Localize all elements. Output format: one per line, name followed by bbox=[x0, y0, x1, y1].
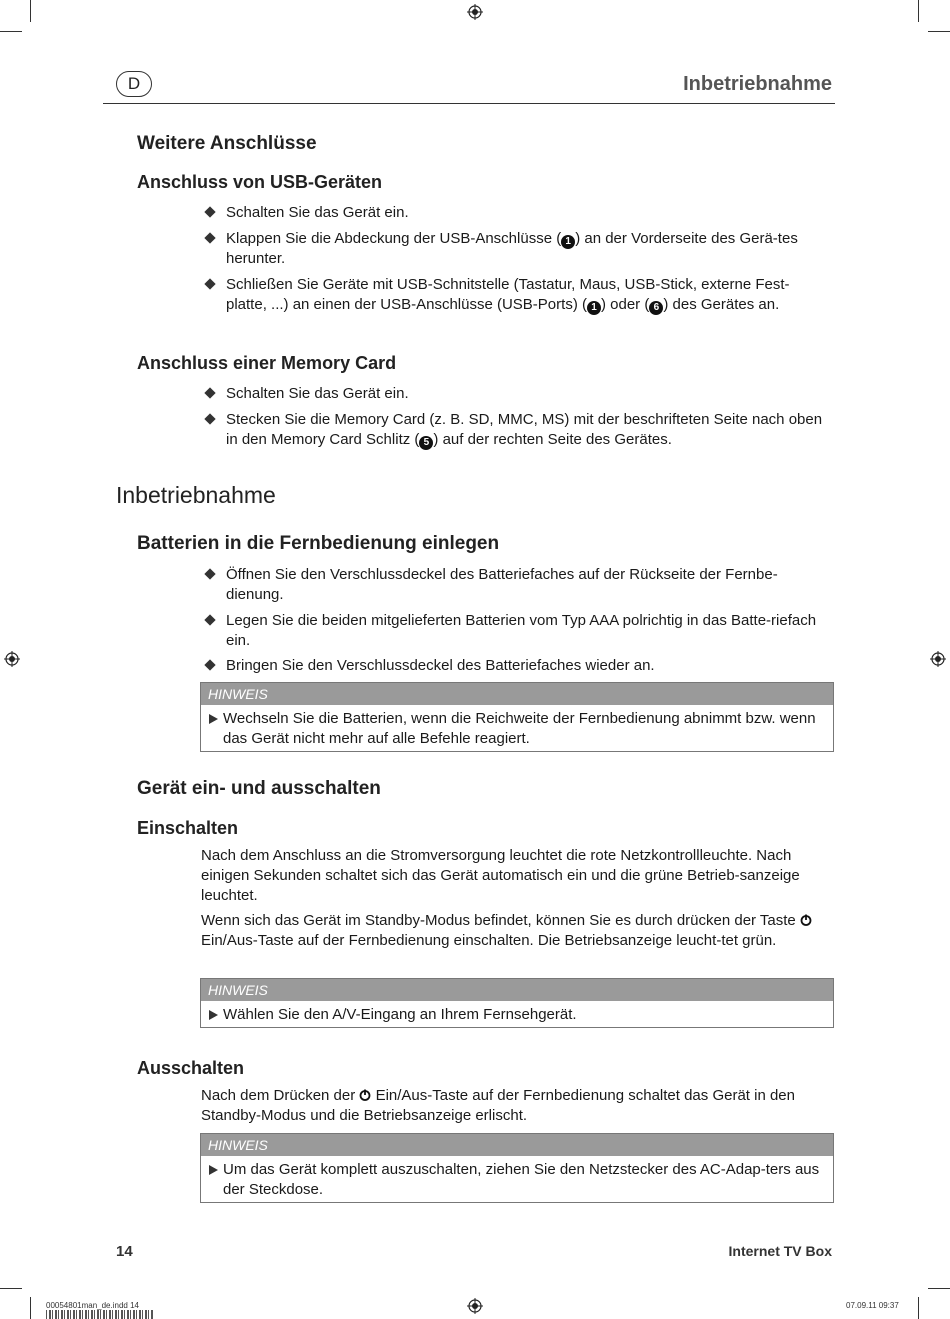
diamond-bullet-icon bbox=[204, 278, 215, 289]
diamond-bullet-icon bbox=[204, 568, 215, 579]
barcode-icon bbox=[46, 1310, 154, 1319]
crop-mark bbox=[918, 0, 919, 22]
chapter-title: Inbetriebnahme bbox=[116, 482, 276, 508]
running-header-title: Inbetriebnahme bbox=[683, 73, 832, 95]
crop-mark bbox=[928, 31, 950, 32]
registration-mark-icon bbox=[467, 4, 483, 20]
header-rule bbox=[103, 103, 835, 104]
note-label: HINWEIS bbox=[201, 683, 833, 705]
note-text: Wechseln Sie die Batterien, wenn die Reichweite der Fernbedienung abnimmt bzw. wenn das Gerät nicht mehr auf alle Befehle reagiert. bbox=[223, 710, 816, 747]
note-box bbox=[200, 978, 834, 1028]
crop-mark bbox=[918, 1297, 919, 1319]
registration-mark-icon bbox=[4, 651, 20, 667]
crop-mark bbox=[0, 1288, 22, 1289]
registration-mark-icon bbox=[930, 651, 946, 667]
slug-file: 00054801man_de.indd 14 bbox=[46, 1301, 139, 1310]
subsection-title-usb: Anschluss von USB-Geräten bbox=[137, 172, 383, 192]
diamond-bullet-icon bbox=[204, 413, 215, 424]
arrow-right-icon bbox=[209, 1010, 218, 1020]
list-item-text: Legen Sie die beiden mitgelieferten Batterien vom Typ AAA polrichtig in das Batte-riefach ein. bbox=[226, 612, 817, 649]
callout-number-icon: 5 bbox=[419, 436, 433, 450]
list-item-text: Schließen Sie Geräte mit USB-Schnitstelle (Tastatur, Maus, USB-Stick, externe Fest-platte, ...) an einen der USB-Anschlüsse (USB-Ports) ( 1 ) oder ( 6 ) des Gerätes an. bbox=[226, 276, 790, 313]
diamond-bullet-icon bbox=[204, 614, 215, 625]
paragraph: Nach dem Anschluss an die Stromversorgung leuchtet die rote Netzkontrollleuchte. Nach einigen Sekunden schaltet sich das Gerät automatisch ein und die grüne Betrieb-sanzeige leuchtet. bbox=[201, 847, 800, 904]
callout-number-icon: 1 bbox=[587, 301, 601, 315]
callout-number-icon: 1 bbox=[561, 235, 575, 249]
list-item-text: Bringen Sie den Verschlussdeckel des Batteriefaches wieder an. bbox=[226, 657, 655, 674]
crop-mark bbox=[30, 0, 31, 22]
section-title-batterien: Batterien in die Fernbedienung einlegen bbox=[137, 533, 500, 554]
diamond-bullet-icon bbox=[204, 206, 215, 217]
crop-mark bbox=[0, 31, 22, 32]
note-box bbox=[200, 1133, 834, 1203]
page-number: 14 bbox=[116, 1243, 133, 1260]
note-body bbox=[201, 1001, 833, 1027]
section-title-weitere: Weitere Anschlüsse bbox=[137, 133, 317, 154]
arrow-right-icon bbox=[209, 1165, 218, 1175]
note-box bbox=[200, 682, 834, 752]
power-icon bbox=[359, 1089, 371, 1101]
list-item-text: Klappen Sie die Abdeckung der USB-Anschlüsse ( 1 ) an der Vorderseite des Gerä-tes herunter. bbox=[226, 230, 798, 267]
list-item-text: Öffnen Sie den Verschlussdeckel des Batteriefaches auf der Rückseite der Fernbe-dienung. bbox=[226, 566, 778, 603]
note-body bbox=[201, 705, 833, 751]
subsection-title-ausschalten: Ausschalten bbox=[137, 1058, 245, 1078]
list-item-text: Schalten Sie das Gerät ein. bbox=[226, 204, 409, 221]
note-body bbox=[201, 1156, 833, 1202]
note-text: Wählen Sie den A/V-Eingang an Ihrem Fernsehgerät. bbox=[223, 1006, 577, 1023]
subsection-title-einschalten: Einschalten bbox=[137, 818, 239, 838]
note-label: HINWEIS bbox=[201, 979, 833, 1001]
section-title-geraet: Gerät ein- und ausschalten bbox=[137, 778, 381, 799]
callout-number-icon: 6 bbox=[649, 301, 663, 315]
note-text: Um das Gerät komplett auszuschalten, ziehen Sie den Netzstecker des AC-Adap-ters aus der Steckdose. bbox=[223, 1161, 820, 1198]
diamond-bullet-icon bbox=[204, 659, 215, 670]
arrow-right-icon bbox=[209, 714, 218, 724]
paragraph: Nach dem Drücken der Ein/Aus-Taste auf der Fernbedienung schaltet das Gerät in den Standby-Modus und die Betriebsanzeige erlischt. bbox=[201, 1087, 795, 1124]
language-badge: D bbox=[116, 71, 152, 97]
crop-mark bbox=[30, 1297, 31, 1319]
diamond-bullet-icon bbox=[204, 387, 215, 398]
diamond-bullet-icon bbox=[204, 232, 215, 243]
footer-product-name: Internet TV Box bbox=[728, 1243, 832, 1259]
note-label: HINWEIS bbox=[201, 1134, 833, 1156]
paragraph: Wenn sich das Gerät im Standby-Modus befindet, können Sie es durch drücken der Taste Ein/Aus-Taste auf der Fernbedienung einschalten. Die Betriebsanzeige leucht-tet grün. bbox=[201, 911, 833, 951]
list-item-text: Schalten Sie das Gerät ein. bbox=[226, 385, 409, 402]
power-icon bbox=[800, 914, 812, 926]
subsection-title-memory: Anschluss einer Memory Card bbox=[137, 353, 397, 373]
slug-date: 07.09.11 09:37 bbox=[846, 1301, 899, 1310]
list-item-text: Stecken Sie die Memory Card (z. B. SD, MMC, MS) mit der beschrifteten Seite nach oben in den Memory Card Schlitz ( 5 ) auf der rechten Seite des Gerätes. bbox=[226, 411, 823, 448]
registration-mark-icon bbox=[467, 1298, 483, 1314]
crop-mark bbox=[928, 1288, 950, 1289]
